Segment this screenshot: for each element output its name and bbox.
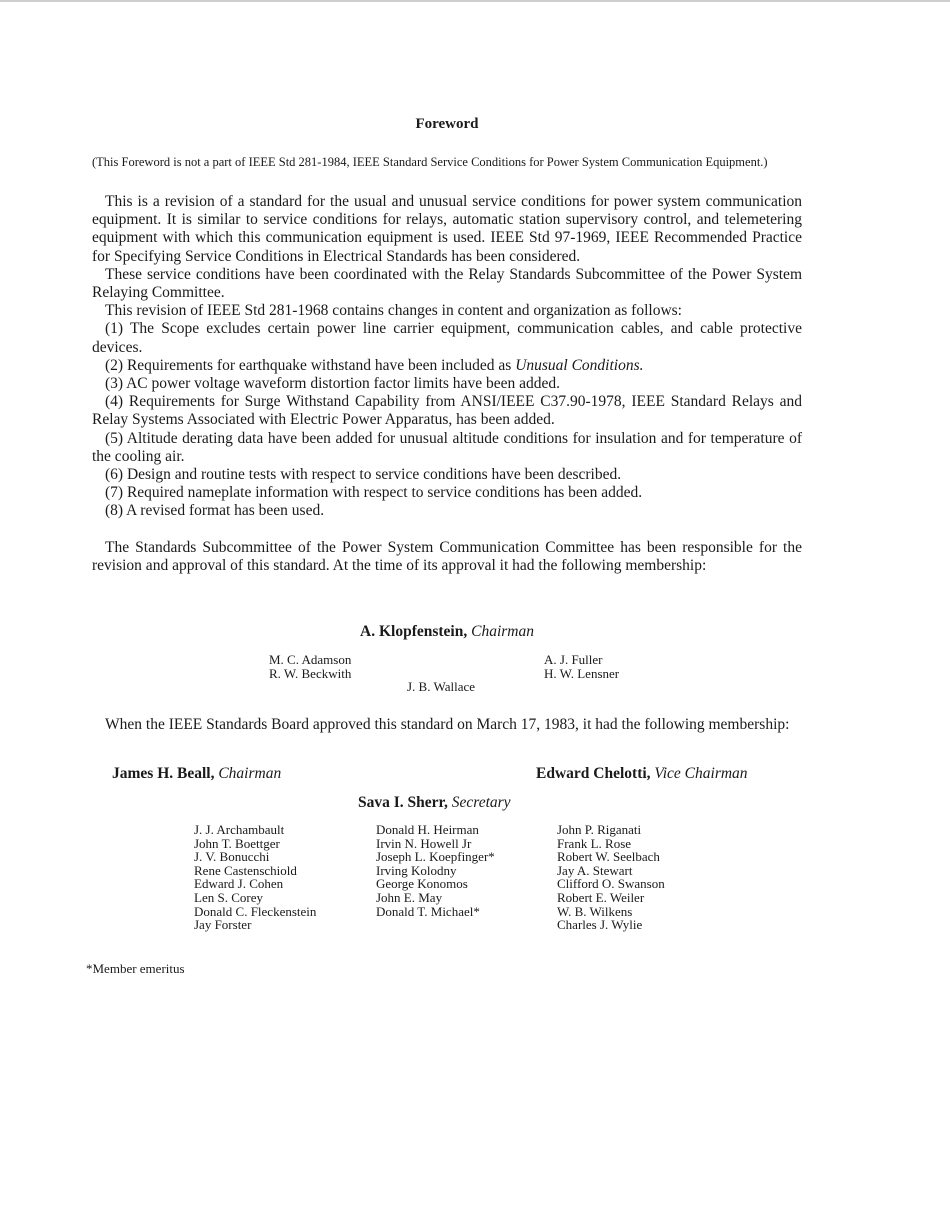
member-name: Joseph L. Koepfinger*	[376, 849, 495, 865]
member-name: John P. Riganati	[557, 822, 642, 837]
paragraph: These service conditions have been coordinated with the Relay Standards Subcommittee of the Power System Relaying Committee.	[92, 265, 802, 302]
list-item: (1) The Scope excludes certain power line carrier equipment, communication cables, and cable protective devices.	[92, 320, 802, 356]
footnote: *Member emeritus	[86, 961, 185, 976]
member-name: Charles J. Wylie	[557, 917, 643, 933]
member-name: John T. Boettger	[194, 835, 280, 851]
list-item-emphasis: Unusual Conditions.	[515, 356, 644, 374]
member-name: Donald C. Fleckenstein	[194, 903, 317, 919]
vice-chairman-name: Edward Chelotti,	[536, 765, 651, 782]
foreword-note: (This Foreword is not a part of IEEE Std 281-1984, IEEE Standard Service Conditions for Power System Communication Equipment.)	[92, 155, 768, 169]
list-item-text: (2) Requirements for earthquake withstand have been included as	[105, 356, 516, 374]
subcommittee-members-left	[269, 653, 351, 680]
vice-chairman-role: Vice Chairman	[654, 765, 748, 782]
chairman-name: A. Klopfenstein,	[360, 623, 468, 640]
board-vice-chairman	[536, 765, 748, 783]
subcommittee-chairman	[92, 623, 802, 641]
board-chairman	[112, 765, 281, 783]
member-name: Jay Forster	[194, 917, 252, 933]
list-item: (7) Required nameplate information with respect to service conditions has been added.	[105, 484, 643, 502]
member-name: Frank L. Rose	[557, 835, 632, 851]
member-name: Irving Kolodny	[376, 862, 457, 878]
board-members-col1	[194, 823, 316, 932]
member-name: Donald T. Michael*	[376, 903, 480, 919]
board-paragraph	[92, 716, 802, 734]
member-name: George Konomos	[376, 876, 468, 892]
member-name: Edward J. Cohen	[194, 876, 284, 892]
subcommittee-paragraph: The Standards Subcommittee of the Power System Communication Committee has been responsible for the revision and approval of this standard. At the time of its approval it had the following membership:	[92, 538, 802, 574]
chairman-role: Chairman	[218, 765, 282, 782]
page-top-rule	[0, 0, 950, 2]
secretary-role: Secretary	[451, 794, 511, 811]
member-name: Rene Castenschiold	[194, 862, 297, 878]
list-item: (8) A revised format has been used.	[105, 502, 325, 520]
board-members-col2	[376, 823, 495, 918]
list-item: (4) Requirements for Surge Withstand Capability from ANSI/IEEE C37.90-1978, IEEE Standard Relays and Relay Systems Associated with Electric Power Apparatus, has been added.	[92, 393, 802, 429]
chairman-role: Chairman	[471, 623, 534, 640]
board-members-col3	[557, 823, 665, 932]
member-name: Len S. Corey	[194, 889, 263, 905]
member-name: M. C. Adamson	[269, 652, 352, 667]
list-item	[92, 357, 802, 375]
list-item: (3) AC power voltage waveform distortion factor limits have been added.	[105, 375, 560, 393]
member-name: A. J. Fuller	[544, 652, 603, 667]
page-title: Foreword	[415, 116, 479, 132]
foreword-body	[92, 193, 802, 575]
paragraph: This revision of IEEE Std 281-1968 contains changes in content and organization as follows:	[105, 302, 682, 320]
member-name: Robert E. Weiler	[557, 889, 645, 905]
board-paragraph-text: When the IEEE Standards Board approved this standard on March 17, 1983, it had the following membership:	[105, 716, 790, 733]
member-name: Robert W. Seelbach	[557, 849, 660, 865]
member-name: J. V. Bonucchi	[194, 849, 270, 865]
secretary-name: Sava I. Sherr,	[358, 794, 448, 811]
subcommittee-members-center	[407, 680, 475, 694]
member-name: J. B. Wallace	[407, 679, 476, 694]
member-name: John E. May	[376, 889, 443, 905]
member-name: Irvin N. Howell Jr	[376, 835, 472, 851]
list-item: (5) Altitude derating data have been added for unusual altitude conditions for insulation and for temperature of the cooling air.	[92, 429, 802, 465]
member-name: H. W. Lensner	[544, 665, 620, 681]
member-name: J. J. Archambault	[194, 822, 285, 837]
paragraph: This is a revision of a standard for the usual and unusual service conditions for power system communication equipment. It is similar to service conditions for relays, automatic station supervisory control, and telemetering equipment with which this communication equipment is used. IEEE Std 97-1969, IEEE Recommended Practice for Specifying Service Conditions in Electrical Standards has been considered.	[92, 193, 802, 265]
member-name: Jay A. Stewart	[557, 862, 633, 878]
member-name: W. B. Wilkens	[557, 903, 633, 919]
member-name: Donald H. Heirman	[376, 822, 479, 837]
subcommittee-members-right	[544, 653, 619, 680]
member-name: Clifford O. Swanson	[557, 876, 665, 892]
chairman-name: James H. Beall,	[112, 765, 215, 782]
board-secretary	[358, 794, 511, 812]
list-item: (6) Design and routine tests with respect to service conditions have been described.	[105, 466, 622, 484]
member-name: R. W. Beckwith	[269, 665, 352, 681]
